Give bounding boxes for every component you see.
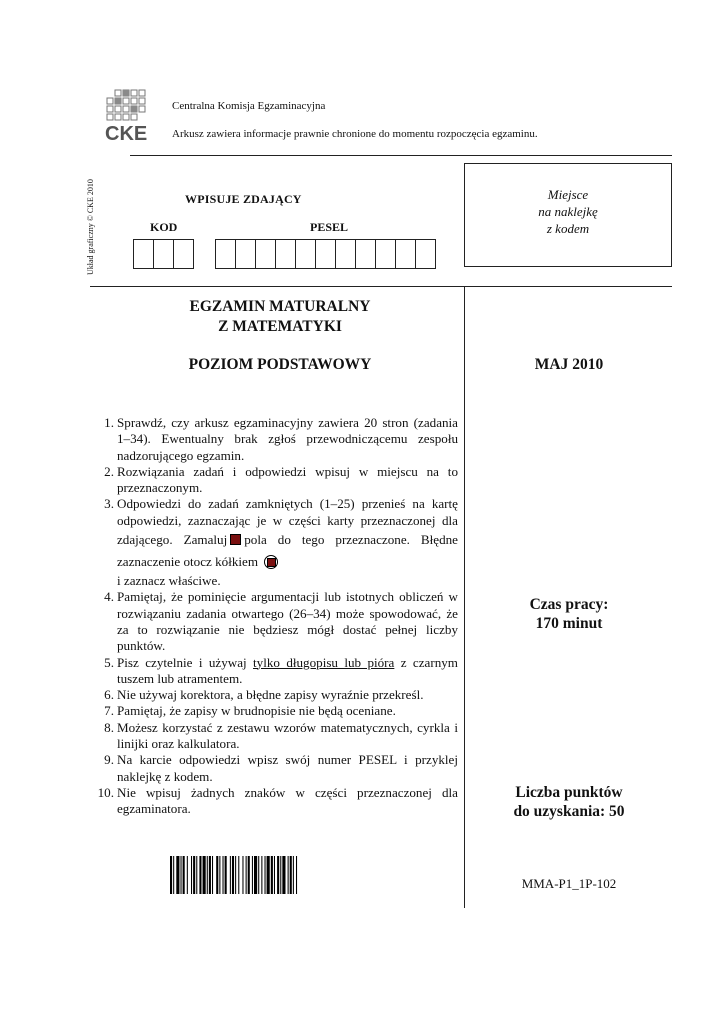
pesel-digit-box[interactable] xyxy=(295,239,316,269)
pesel-digit-box[interactable] xyxy=(235,239,256,269)
instruction-text: z czarnym tuszem lub atramentem. xyxy=(117,654,458,686)
instruction-item: 6. Nie używaj korektora, a błędne zapisy wyraźnie przekreśl. xyxy=(104,687,424,703)
candidate-section-title: WPISUJE ZDAJĄCY xyxy=(185,192,302,206)
barcode-bar xyxy=(216,856,218,894)
instruction-item: 10. Nie wpisuj żadnych znaków w części przeznaczonej dla egzaminatora. xyxy=(97,784,458,817)
barcode-bar xyxy=(258,856,259,894)
instruction-text: Pisz czytelnie i używaj xyxy=(117,654,247,670)
pesel-digit-box[interactable] xyxy=(335,239,356,269)
kod-boxes xyxy=(133,239,194,269)
barcode-bar xyxy=(267,856,270,894)
barcode-bar xyxy=(290,856,292,894)
barcode-bar xyxy=(193,856,195,894)
instruction-item: 8. Możesz korzystać z zestawu wzorów matematycznych, cyrkla i linijki oraz kalkulatora. xyxy=(104,719,458,752)
instruction-item: 7. Pamiętaj, że zapisy w brudnopisie nie będą oceniane. xyxy=(104,703,396,719)
barcode-bar xyxy=(203,856,206,894)
barcode-bar xyxy=(191,856,192,894)
barcode-bar xyxy=(183,856,185,894)
barcode-bar xyxy=(252,856,253,894)
kod-label: KOD xyxy=(150,220,178,234)
barcode-bar xyxy=(261,856,262,894)
barcode-bar xyxy=(230,856,231,894)
barcode-bar xyxy=(187,856,188,894)
pesel-boxes xyxy=(215,239,436,269)
barcode-bar xyxy=(223,856,224,894)
barcode-bar xyxy=(254,856,257,894)
barcode-bar xyxy=(173,856,174,894)
section-rule xyxy=(90,286,672,287)
instruction-item: 5. Pisz czytelnie i używaj tylko długopisu lub pióra z czarnym tuszem lub atramentem. xyxy=(104,654,458,686)
barcode-bar xyxy=(207,856,208,894)
kod-digit-box[interactable] xyxy=(153,239,174,269)
organization-name: Centralna Komisja Egzaminacyjna xyxy=(172,100,326,112)
instruction-text: Rozwiązania zadań i odpowiedzi wpisuj w miejscu na to przeznaczonym. xyxy=(117,463,458,496)
pesel-digit-box[interactable] xyxy=(355,239,376,269)
pesel-digit-box[interactable] xyxy=(395,239,416,269)
pesel-digit-box[interactable] xyxy=(215,239,236,269)
instruction-text: Nie wpisuj żadnych znaków w części przeznaczonej dla egzaminatora. xyxy=(117,784,458,817)
barcode-bar xyxy=(170,856,172,894)
instruction-item: 3. Odpowiedzi do zadań zamkniętych (1–25) przenieś na kartę odpowiedzi, zaznaczając je w części karty przeznaczonej dla zdającego. Zamaluj pola do tego przeznaczone. Błędne zaznaczenie otocz kółkiem i zaznacz właściwe. xyxy=(104,496,458,589)
sticker-line-3: z kodem xyxy=(546,221,590,236)
time-label xyxy=(466,595,672,633)
instruction-emphasis: tylko długopisu lub pióra xyxy=(253,654,395,670)
points-label xyxy=(466,783,672,821)
pesel-label: PESEL xyxy=(310,220,349,234)
exam-title-line-1: EGZAMIN MATURALNY xyxy=(189,298,371,315)
instruction-text: Odpowiedzi do zadań zamkniętych (1–25) przenieś na kartę odpowiedzi, zaznaczając je w części karty przeznaczonej dla zdającego. Zamaluj xyxy=(117,496,458,548)
instruction-text: pola do tego przeznaczone. Błędne zaznaczenie otocz kółkiem xyxy=(117,532,458,570)
barcode-bar xyxy=(176,856,179,894)
exam-title-line-2: Z MATEMATYKI xyxy=(218,318,342,335)
time-label-line-1: Czas pracy: xyxy=(529,596,609,613)
form-code: MMA-P1_1P-102 xyxy=(521,876,617,891)
instruction-item: 1. Sprawdź, czy arkusz egzaminacyjny zawiera 20 stron (zadania 1–34). Ewentualny brak zgłoś przewodniczącemu zespołu nadzorującego egzamin. xyxy=(104,415,458,463)
barcode-bar xyxy=(274,856,275,894)
barcode-bar xyxy=(282,856,285,894)
instruction-item: 9. Na karcie odpowiedzi wpisz swój numer PESEL i przyklej naklejkę z kodem. xyxy=(104,752,458,784)
pesel-digit-box[interactable] xyxy=(255,239,276,269)
sticker-line-2: na naklejkę xyxy=(538,204,598,219)
graphic-credit: Układ graficzny © CKE 2010 xyxy=(86,179,95,275)
instruction-item: 4. Pamiętaj, że pominięcie argumentacji lub istotnych obliczeń w rozwiązaniu zadania otwartego (26–34) może spowodować, że za to rozwiązanie nie będziesz mógł dostać pełnej liczby punktów. xyxy=(104,589,458,654)
instructions-list xyxy=(90,415,458,818)
circled-square-icon xyxy=(264,555,278,569)
barcode-bar xyxy=(225,856,227,894)
instruction-text: Możesz korzystać z zestawu wzorów matematycznych, cyrkla i linijki oraz kalkulatora. xyxy=(117,719,458,752)
barcode-bar xyxy=(209,856,211,894)
pesel-digit-box[interactable] xyxy=(375,239,396,269)
barcode-bar xyxy=(232,856,234,894)
kod-digit-box[interactable] xyxy=(133,239,154,269)
barcode-bar xyxy=(181,856,182,894)
cke-logo xyxy=(101,88,151,146)
sticker-placeholder xyxy=(464,163,672,267)
barcode-bar xyxy=(248,856,250,894)
kod-digit-box[interactable] xyxy=(173,239,194,269)
instruction-text: Sprawdź, czy arkusz egzaminacyjny zawiera 20 stron (zadania 1–34). Ewentualny brak zgłoś przewodniczącemu zespołu nadzorującego egzamin. xyxy=(117,415,458,463)
barcode xyxy=(170,856,408,894)
instruction-text: Na karcie odpowiedzi wpisz swój numer PESEL i przyklej naklejkę z kodem. xyxy=(117,752,458,784)
points-value: do uzyskania: 50 xyxy=(513,803,625,820)
confidentiality-notice: Arkusz zawiera informacje prawnie chronione do momentu rozpoczęcia egzaminu. xyxy=(172,128,538,140)
points-label-line-1: Liczba punktów xyxy=(515,784,623,801)
exam-level: POZIOM PODSTAWOWY xyxy=(188,356,372,373)
barcode-bar xyxy=(242,856,243,894)
barcode-bar xyxy=(196,856,197,894)
exam-date: MAJ 2010 xyxy=(534,356,604,373)
instruction-text: Pamiętaj, że pominięcie argumentacji lub istotnych obliczeń w rozwiązaniu zadania otwartego (26–34) może spowodować, że za to rozwiązanie nie będziesz mógł dostać pełnej liczby punktów. xyxy=(117,589,458,654)
time-value: 170 minut xyxy=(535,615,603,632)
filled-square-icon xyxy=(230,534,241,545)
barcode-bar xyxy=(288,856,289,894)
instruction-text: Nie używaj korektora, a błędne zapisy wyraźnie przekreśl. xyxy=(117,687,424,703)
barcode-bar xyxy=(238,856,239,894)
barcode-bar xyxy=(296,856,297,894)
column-divider xyxy=(464,286,465,908)
instruction-text: i zaznacz właściwe. xyxy=(117,573,221,589)
instruction-text: Pamiętaj, że zapisy w brudnopisie nie będą oceniane. xyxy=(117,703,396,719)
barcode-bar xyxy=(199,856,201,894)
barcode-bar xyxy=(212,856,213,894)
barcode-bar xyxy=(219,856,220,894)
barcode-bar xyxy=(277,856,279,894)
header-rule xyxy=(130,155,672,156)
sticker-line-1: Miejsce xyxy=(547,187,589,202)
barcode-bar xyxy=(246,856,247,894)
svg-text:CKE: CKE xyxy=(105,123,148,145)
barcode-bar xyxy=(235,856,236,894)
instruction-item: 2. Rozwiązania zadań i odpowiedzi wpisuj w miejscu na to przeznaczonym. xyxy=(104,463,458,496)
barcode-bar xyxy=(265,856,266,894)
pesel-digit-box[interactable] xyxy=(315,239,336,269)
barcode-bar xyxy=(271,856,273,894)
pesel-digit-box[interactable] xyxy=(415,239,436,269)
barcode-bar xyxy=(280,856,281,894)
pesel-digit-box[interactable] xyxy=(275,239,296,269)
barcode-bar xyxy=(293,856,294,894)
